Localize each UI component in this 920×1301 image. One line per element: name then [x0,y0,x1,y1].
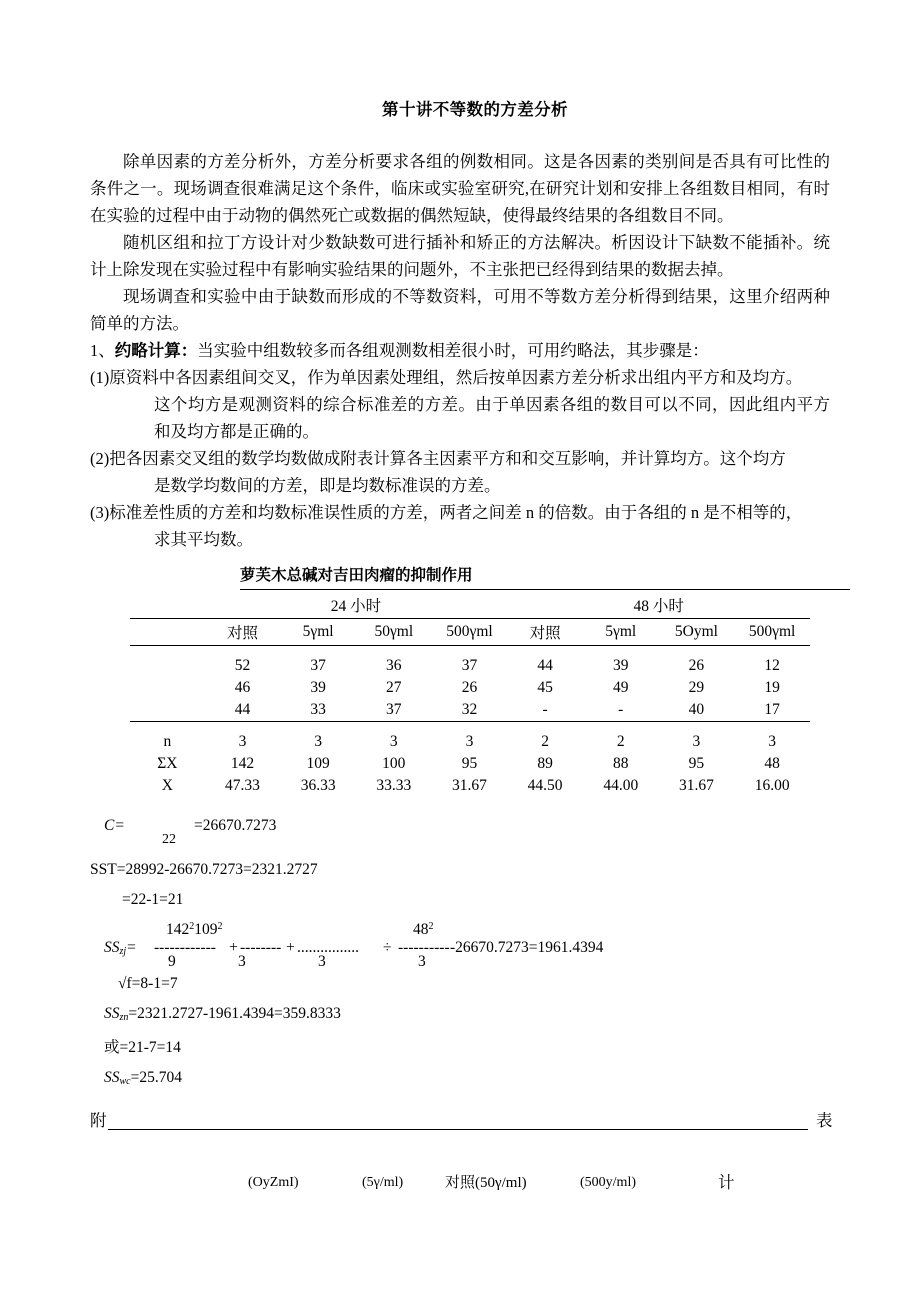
formula-ss-zj-bar-3: ---------- [398,939,450,956]
formula-ss-zj-numerator-3: $48^2$ [413,921,434,938]
formula-df-total: =22-1=21 [122,891,184,908]
formula-huo: 或=21-7=14 [104,1039,181,1056]
cell: 88 [613,755,629,772]
cell: 37 [356,699,432,722]
formula-ss-zj-label: SSzj= [104,939,137,957]
bottom-label-500: (500y/ml) [580,1175,636,1190]
column-header-48h-50: 5Oyml [659,619,735,646]
formula-c [90,815,830,851]
table-row [130,699,810,722]
formula-ss-zn: SSzn=2321.2727-1961.4394=359.8333 [104,1005,341,1023]
table-summary-row-n [130,731,810,753]
data-table-container [90,563,830,797]
cell: 44 [205,699,281,722]
cell: 95 [688,755,705,772]
section-1-lead: 当实验中组数较多而各组观测数相差很小时，可用约略法，其步骤是： [197,341,709,360]
column-header-24h-control: 对照 [205,619,281,646]
cell: 3 [389,733,398,750]
cell: 29 [688,679,705,696]
section-1-item-2-continuation: 是数学均数间的方差，即是均数标准误的方差。 [154,476,501,495]
cell: 39 [613,657,629,674]
summary-label-sum: ΣX [157,755,178,772]
bottom-label-50: 对照(50γ/ml) [445,1175,527,1191]
cell: 48 [764,755,780,772]
cell: 46 [234,679,251,696]
formula-ss-zj-numerator-1: $142^2109^2$ [166,921,223,938]
bottom-label-5: (5γ/ml) [362,1175,404,1190]
cell: 33 [280,699,356,722]
row-label [130,655,205,677]
cell: 32 [432,699,508,722]
item-1-text: 原资料中各因素组间交叉，作为单因素处理组，然后按单因素方差分析求出组内平方和及均方。 [109,368,803,387]
formula-ss-zj-plus-1: + [229,939,238,956]
table-group-header-row [130,592,810,619]
column-header-24h-500: 500γml [432,619,508,646]
cell: 17 [734,699,810,722]
cell: 37 [310,657,326,674]
table-spacer-row [130,722,810,732]
formula-sst: SST=28992-26670.7273=2321.2727 [90,861,318,878]
group-header-spacer [130,592,205,619]
cell: 3 [768,733,776,750]
cell: 142 [230,755,255,772]
section-1-item-3 [90,499,830,526]
cell: 47.33 [225,777,260,794]
section-1-heading: 约略计算： [114,341,198,360]
table-summary-row-sum [130,753,810,775]
appendix-left-label: 附 [90,1111,107,1130]
column-header-48h-5: 5γml [583,619,659,646]
cell: 37 [461,657,478,674]
cell: 36.33 [300,777,336,794]
cell: 36 [386,657,402,674]
formula-ss-zj-divide: ÷ [383,939,392,956]
table-column-header-row [130,619,810,646]
cell: 31.67 [452,777,487,794]
section-1-item-2 [90,445,830,472]
section-1-item-3-continuation: 求其平均数。 [154,530,253,549]
paragraph-1: 除单因素的方差分析外，方差分析要求各组的例数相同。这是各因素的类别间是否具有可比性的条件之一。现场调查很难满足这个条件，临床或实验室研究,在研究计划和安排上各组数目相同，有时在实验的过程中由于动物的偶然死亡或数据的偶然短缺，使得最终结果的各组数目不同。 [90,152,830,225]
cell: 40 [659,699,735,722]
formula-ss-zj-bar-1: ------------ [154,939,216,956]
cell: 33.33 [376,777,412,794]
formula-ss-zj-tail: -26670.7273=1961.4394 [450,939,604,956]
formula-ss-zj-denominator-3: 3 [318,953,326,970]
row-label [130,699,205,722]
item-3-text: 标准差性质的方差和均数标准误性质的方差，两者之间差 n 的倍数。由于各组的 n 是不相等的， [109,503,803,522]
formula-ss-zj-dots: ................ [297,939,359,956]
column-header-48h-500: 500γml [734,619,810,646]
column-header-24h-50: 50γml [356,619,432,646]
formula-df-zj: √f=8-1=7 [118,975,178,992]
cell: - [583,699,659,722]
cell: 19 [764,679,780,696]
formula-block [90,815,830,1093]
formula-c-label: C= [104,817,125,834]
cell: 109 [306,755,330,772]
item-2-marker: (2) [90,449,110,468]
bottom-label-0: (OyZmI) [248,1175,299,1190]
cell: 44.00 [603,777,639,794]
cell: 26 [688,657,705,674]
row-label [130,677,205,699]
page-title: 第十讲不等数的方差分析 [382,100,568,119]
table-top-rule [240,589,850,590]
paragraph-3: 现场调查和实验中由于缺数而形成的不等数资料，可用不等数方差分析得到结果，这里介绍两种简单的方法。 [90,287,830,333]
column-header-48h-control: 对照 [507,619,583,646]
cell: 100 [382,755,406,772]
section-1-heading-line [90,337,830,364]
cell: 89 [537,755,553,772]
cell: 16.00 [754,777,790,794]
bottom-label-total: 计 [718,1173,735,1192]
formula-ss-zj-denominator-2: 3 [238,953,246,970]
cell: 27 [386,679,402,696]
cell: 95 [461,755,478,772]
cell: 26 [461,679,478,696]
summary-label-mean: X [161,777,173,794]
formula-ss-zj-bar-2: -------- [240,939,282,956]
formula-c-denominator: 22 [162,832,176,847]
document-body [90,96,833,1227]
group-header-48h: 48 小时 [507,592,810,619]
paragraph-2: 随机区组和拉丁方设计对少数缺数可进行插补和矫正的方法解决。析因设计下缺数不能插补。统计上除发现在实验过程中有影响实验结果的问题外，不主张把已经得到结果的数据去掉。 [90,233,830,279]
cell: 3 [314,733,323,750]
cell: 31.67 [678,777,714,794]
section-1-item-1 [90,364,830,391]
summary-label-n: n [163,733,172,750]
table-summary-row-mean [130,775,810,797]
formula-ss-zj-denominator-4: 3 [418,953,426,970]
formula-ss-wc: SSwc=25.704 [104,1069,182,1087]
table-caption: 萝芙木总碱对吉田肉瘤的抑制作用 [240,567,473,584]
appendix-block [90,1107,833,1227]
appendix-rule [108,1129,808,1130]
cell: 52 [234,657,251,674]
group-header-24h: 24 小时 [205,592,508,619]
item-3-marker: (3) [90,503,110,522]
cell: 39 [310,679,326,696]
section-1-number: 1、 [90,341,115,360]
column-header-24h-5: 5γml [280,619,356,646]
cell: 12 [764,657,780,674]
item-2-text: 把各因素交叉组的数学均数做成附表计算各主因素平方和和交互影响，并计算均方。这个均方 [109,449,786,468]
section-1-item-1-continuation: 这个均方是观测资料的综合标准差的方差。由于单因素各组的数目可以不同，因此组内平方和及均方都是正确的。 [154,395,830,441]
formula-ss-zj [90,919,830,971]
cell: 2 [616,733,625,750]
cell: 45 [537,679,553,696]
formula-ss-zj-denominator-1: 9 [168,953,176,970]
table-spacer-row [130,646,810,656]
cell: 3 [692,733,701,750]
cell: 2 [541,733,549,750]
formula-c-result: =26670.7273 [194,817,277,834]
formula-ss-zj-plus-2: + [286,939,295,956]
table-row [130,677,810,699]
cell: 49 [613,679,629,696]
column-header-spacer [130,619,205,646]
cell: 3 [465,733,474,750]
inhibition-data-table [130,592,810,797]
cell: 44 [537,657,553,674]
cell: - [507,699,583,722]
cell: 3 [238,733,247,750]
appendix-right-label: 表 [816,1111,833,1130]
table-row [130,655,810,677]
item-1-marker: (1) [90,368,110,387]
cell: 44.50 [527,777,563,794]
